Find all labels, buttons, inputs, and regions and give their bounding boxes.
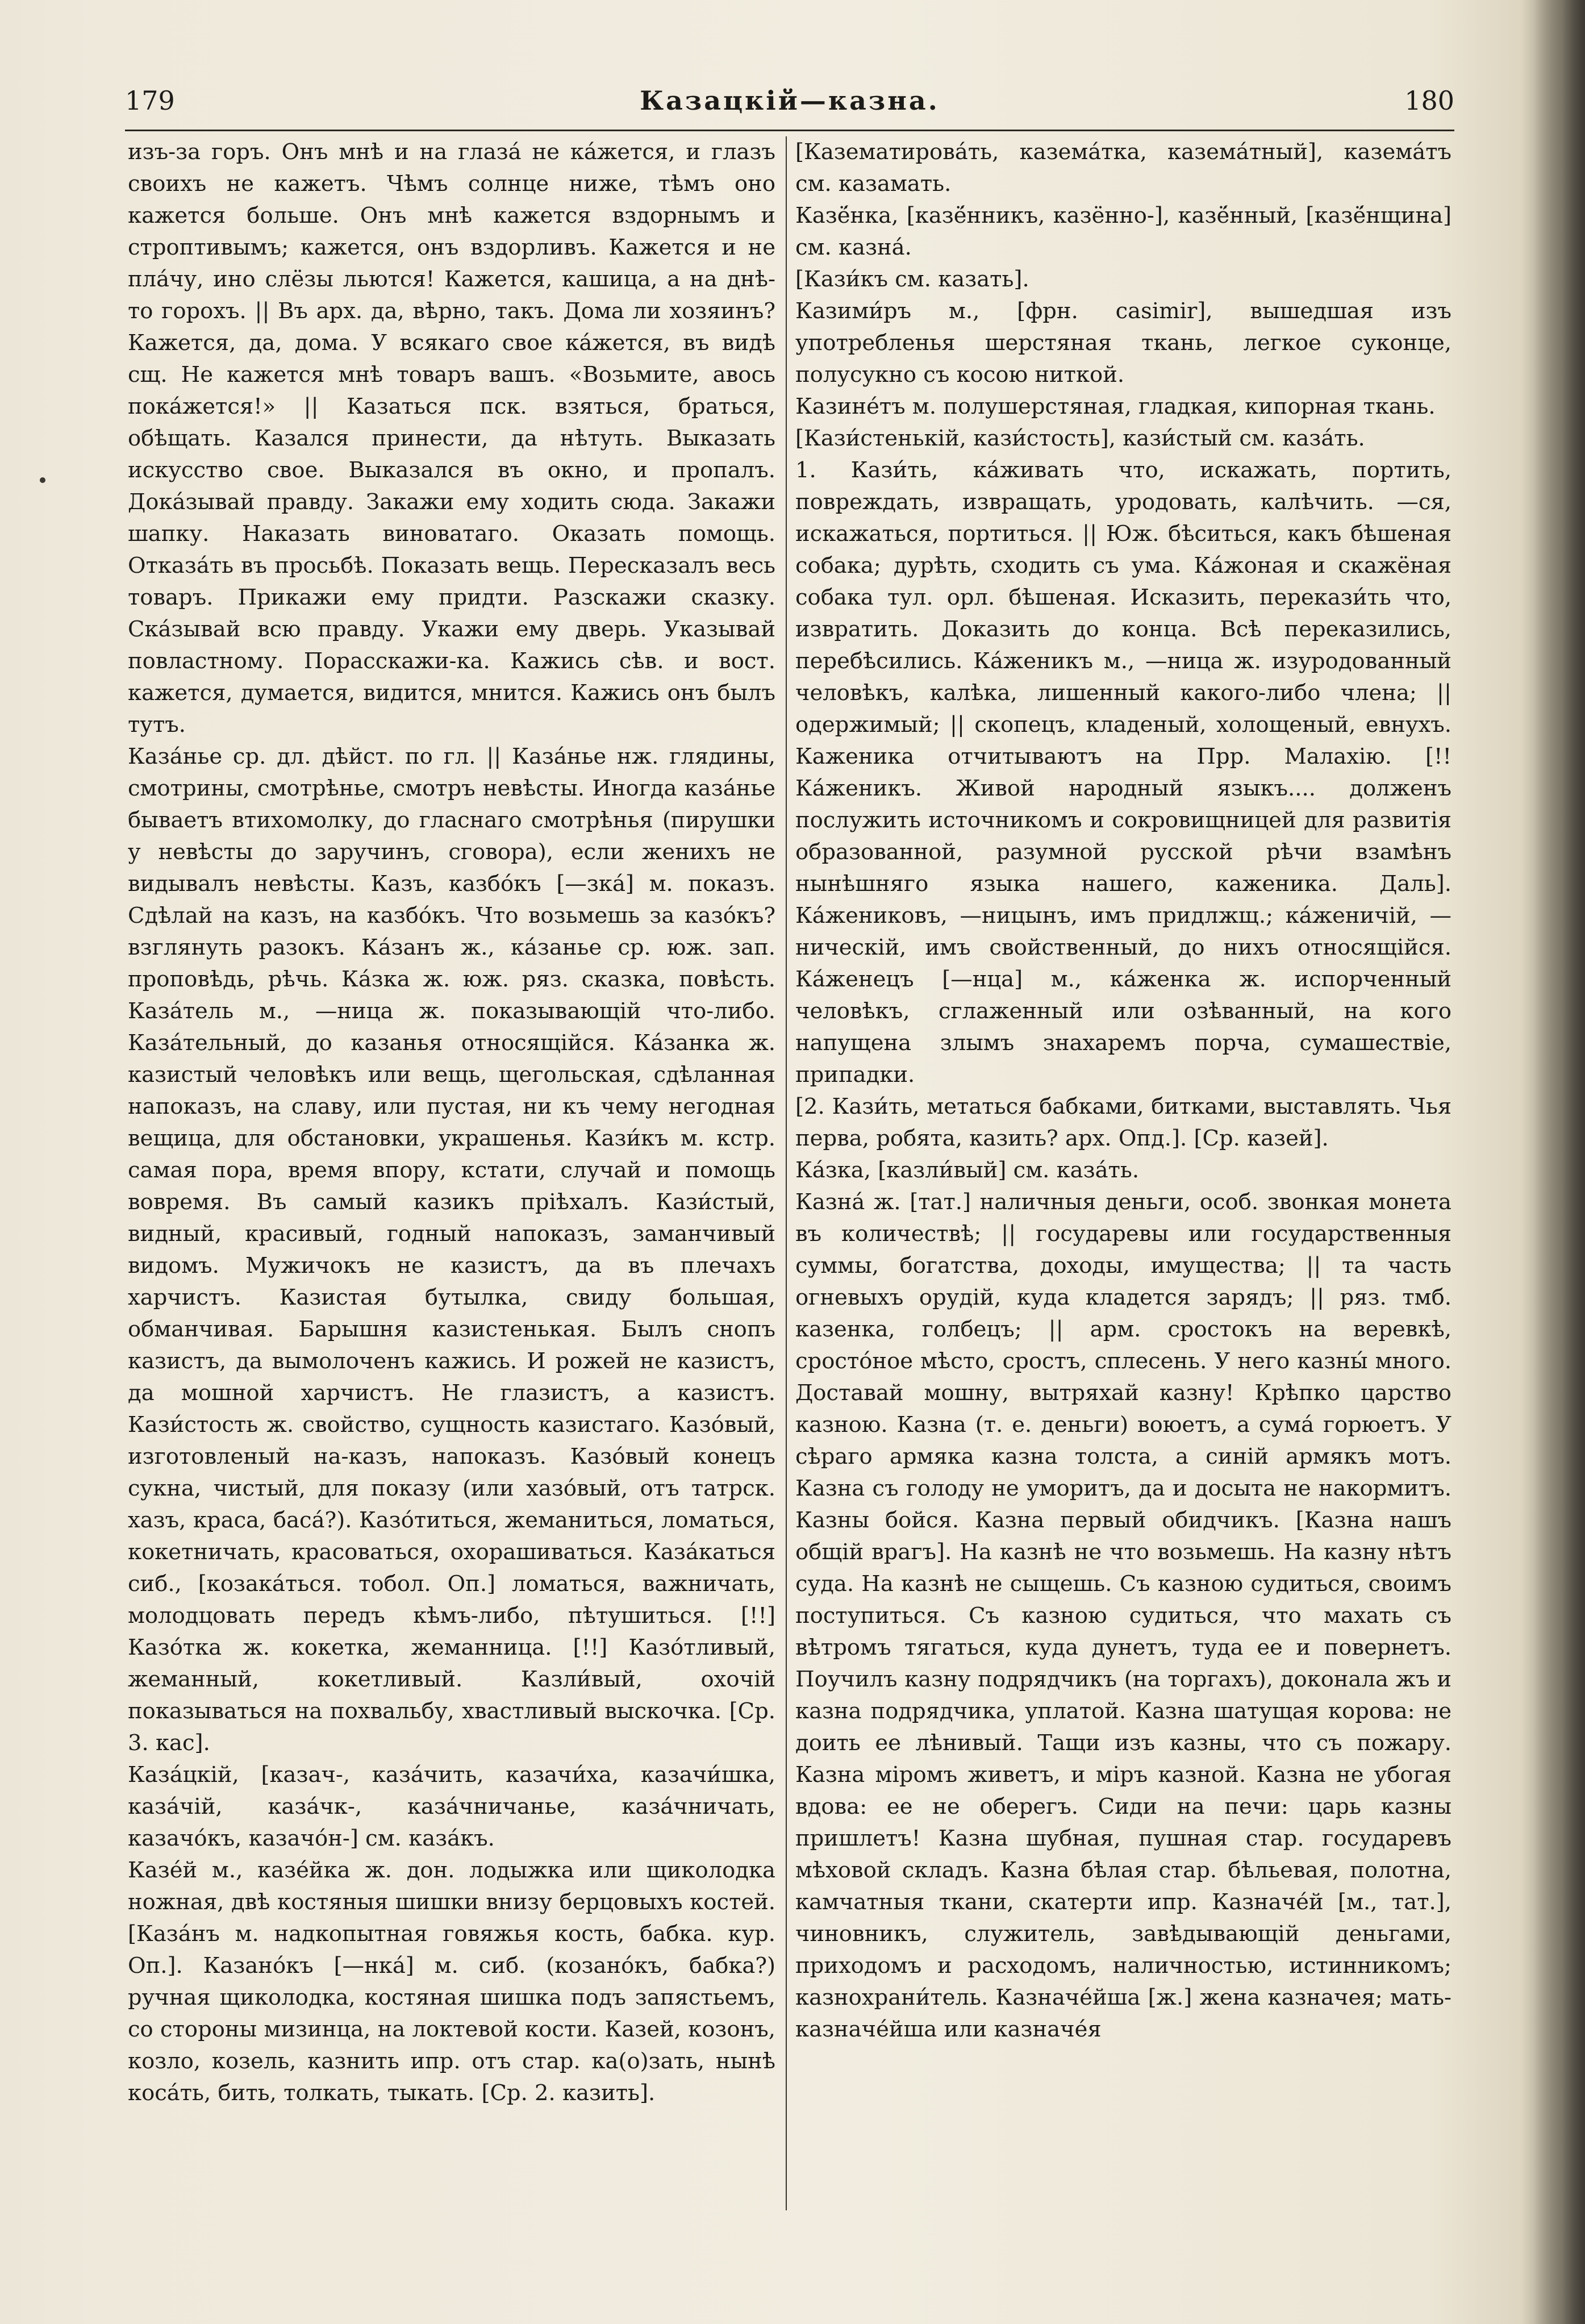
page-header bbox=[125, 85, 1454, 125]
header-rule bbox=[125, 130, 1454, 131]
entry-paragraph: 1. Кази́ть, ка́живать что, искажать, портить, повреждать, извращать, уродовать, калѣчить. —ся, искажаться, портиться. || Юж. бѣситься, какъ бѣшеная собака; дурѣть, сходить съ ума. Ка́жоная и скажёная собака тул. орл. бѣшеная. Исказить, перекази́ть что, извратить. Доказить до конца. Всѣ переказились, перебѣсились. Ка́женикъ м., —ница ж. изуродованный человѣкъ, калѣка, лишенный какого-либо члена; || одержимый; || скопецъ, кладеный, холощеный, евнухъ. Каженика отчитываютъ на Прр. Малахію. [!! Ка́женикъ. Живой народный языкъ.... долженъ послужить источникомъ и сокровищницей для развитія образованной, разумной русской рѣчи взамѣнъ нынѣшняго языка нашего, каженика. Даль]. Ка́жениковъ, —ницынъ, имъ придлжщ.; ка́женичій, —ническій, имъ свойственный, до нихъ относящійся. Ка́женецъ [—нца] м., ка́женка ж. испорченный человѣкъ, сглаженный или озѣванный, на кого напущена злымъ знахаремъ порча, сумашествіе, припадки. bbox=[795, 457, 1451, 1088]
entry-paragraph: Казё́нка, [казё́нникъ, казённо-], казё́нный, [казё́нщина] см. казна́. bbox=[795, 203, 1451, 260]
entry-paragraph: [Казематирова́ть, казема́тка, казема́тный], казема́тъ см. казамать. bbox=[795, 139, 1451, 197]
running-title: Казацкій—казна. bbox=[640, 85, 940, 116]
entry-paragraph: [Кази́стенькій, кази́стость], кази́стый см. каза́ть. bbox=[795, 426, 1365, 451]
entry-paragraph: Каза́цкій, [казач-, каза́чить, казачи́ха, казачи́шка, каза́чій, каза́чк-, каза́чничанье, каза́чничать, казачо́къ, казачо́н-] см. каза́къ. bbox=[128, 1762, 775, 1851]
entry-paragraph: Казе́й м., казе́йка ж. дон. лодыжка или щиколодка ножная, двѣ костяныя шишки внизу берцовыхъ костей. [Каза́нъ м. надкопытная говяжья кость, бабка. кур. Оп.]. Казано́къ [—нка́] м. сиб. (козано́къ, бабка?) ручная щиколодка, костяная шишка подъ запястьемъ, со стороны мизинца, на локтевой кости. Казей, козонъ, козло, козель, казнить ипр. отъ стар. ка(о)зать, нынѣ коса́ть, бить, толкать, тыкать. [Ср. 2. казить]. bbox=[128, 1857, 775, 2106]
book-spine-shadow bbox=[1534, 0, 1585, 2324]
ink-dot bbox=[40, 477, 45, 483]
entry-paragraph: [Кази́къ см. казать]. bbox=[795, 266, 1029, 292]
page-number-right: 180 bbox=[1404, 85, 1454, 116]
entry-paragraph: Казими́ръ м., [фрн. casimir], вышедшая изъ употребленья шерстяная ткань, легкое суконце, полусукно съ косою ниткой. bbox=[795, 298, 1451, 388]
entry-paragraph: Казине́тъ м. полушерстяная, гладкая, кипорная ткань. bbox=[795, 394, 1436, 419]
left-column bbox=[128, 136, 775, 2210]
entry-paragraph: Казна́ ж. [тат.] наличныя деньги, особ. звонкая монета въ количествѣ; || государевы или государственныя суммы, богатства, доходы, имущества; || та часть огневыхъ орудій, куда кладется зарядъ; || ряз. тмб. казенка, голбецъ; || арм. сростокъ на веревкѣ, сросто́ное мѣсто, сростъ, сплесень. У него казны́ много. Доставай мошну, вытряхай казну! Крѣпко царство казною. Казна (т. е. деньги) воюетъ, а сума́ горюетъ. У сѣраго армяка казна толста, а синій армякъ мотъ. Казна съ голоду не уморитъ, да и досыта не накормитъ. Казны бойся. Казна первый обидчикъ. [Казна нашъ общій врагъ]. На казнѣ не что возьмешь. На казну нѣтъ суда. На казнѣ не сыщешь. Съ казною судиться, своимъ поступиться. Съ казною судиться, что махать съ вѣтромъ тягаться, куда дунетъ, туда ее и повернетъ. Поучилъ казну подрядчикъ (на торгахъ), доконала жъ и казна подрядчика, уплатой. Казна шатущая корова: не доить ее лѣнивый. Тащи изъ казны, что съ пожару. Казна міромъ живетъ, и міръ казной. Казна не убогая вдова: ее не оберегъ. Сиди на печи: царь казны пришлетъ! Казна шубная, пушная стар. государевъ мѣховой складъ. Казна бѣлая стар. бѣльевая, полотна, камчатныя ткани, скатерти ипр. Казначе́й [м., тат.], чиновникъ, служитель, завѣдывающій деньгами, приходомъ и расходомъ, наличностью, истинникомъ; казнохрани́тель. Казначе́йша [ж.] жена казначея; мать-казначе́йша или казначе́я bbox=[795, 1189, 1451, 2042]
entry-paragraph: Ка́зка, [казли́вый] см. каза́ть. bbox=[795, 1157, 1140, 1183]
column-divider bbox=[786, 136, 787, 2210]
entry-paragraph: изъ-за горъ. Онъ мнѣ и на глаза́ не ка́жется, и глазъ своихъ не кажетъ. Чѣмъ солнце ниже, тѣмъ оно кажется больше. Онъ мнѣ кажется вздорнымъ и строптивымъ; кажется, онъ вздорливъ. Кажется и не пла́чу, ино слёзы льются! Кажется, кашица, а на днѣ-то горохъ. || Въ арх. да, вѣрно, такъ. Дома ли хозяинъ? Кажется, да, дома. У всякаго свое ка́жется, въ видѣ сщ. Не кажется мнѣ товаръ вашъ. «Возьмите, авось пока́жется!» || Казаться пск. взяться, браться, обѣщать. Казался принести, да нѣтуть. Выказать искусство свое. Выказался въ окно, и пропалъ. Дока́зывай правду. Закажи ему ходить сюда. Закажи шапку. Наказать виноватаго. Оказать помощь. Отказа́ть въ просьбѣ. Показать вещь. Пересказалъ весь товаръ. Прикажи ему придти. Разскажи сказку. Ска́зывай всю правду. Укажи ему дверь. Указывай повластному. Порасскажи-ка. Кажись сѣв. и вост. кажется, думается, видится, мнится. Кажись онъ былъ тутъ. bbox=[128, 139, 775, 738]
entry-paragraph: [2. Кази́ть, метаться бабками, битками, выставлять. Чья перва, робята, казить? арх. Опд.]. [Ср. казей]. bbox=[795, 1094, 1451, 1151]
entry-paragraph: Каза́нье ср. дл. дѣйст. по гл. || Каза́нье нж. глядины, смотрины, смотрѣнье, смотръ невѣсты. Иногда каза́нье бываетъ втихомолку, до гласнаго смотрѣнья (пирушки у невѣсты до заручинъ, сговора), если женихъ не видывалъ невѣсты. Казъ, казбо́къ [—зка́] м. показъ. Сдѣлай на казъ, на казбо́къ. Что возьмешь за казо́къ? взглянуть разокъ. Ка́занъ ж., ка́занье ср. юж. зап. проповѣдь, рѣчь. Ка́зка ж. юж. ряз. сказка, повѣсть. Каза́тель м., —ница ж. показывающій что-либо. Каза́тельный, до казанья относящійся. Ка́занка ж. казистый человѣкъ или вещь, щегольская, сдѣланная напоказъ, на славу, или пустая, ни къ чему негодная вещица, для обстановки, украшенья. Кази́къ м. кстр. самая пора, время впору, кстати, случай и помощь вовремя. Въ самый казикъ пріѣхалъ. Кази́стый, видный, красивый, годный напоказъ, заманчивый видомъ. Мужичокъ не казистъ, да въ плечахъ харчистъ. Казистая бутылка, свиду большая, обманчивая. Барышня казистенькая. Былъ снопъ казистъ, да вымолоченъ кажись. И рожей не казистъ, да мошной харчистъ. Не глазистъ, а казистъ. Кази́стость ж. свойство, сущность казистаго. Казо́вый, изготовленый на-казъ, напоказъ. Казо́вый конецъ сукна, чистый, для показу (или хазо́вый, отъ татрск. хазъ, краса, баса́?). Казо́титься, жеманиться, ломаться, кокетничать, красоваться, охорашиваться. Каза́каться сиб., [козака́ться. тобол. Оп.] ломаться, важничать, молодцовать передъ кѣмъ-либо, пѣтушиться. [!!] Казо́тка ж. кокетка, жеманница. [!!] Казо́тливый, жеманный, кокетливый. Казли́вый, охочій показываться на похвальбу, хвастливый выскочка. [Ср. 3. кас]. bbox=[128, 744, 775, 1756]
page-number-left: 179 bbox=[125, 85, 175, 116]
right-column bbox=[795, 136, 1451, 2210]
